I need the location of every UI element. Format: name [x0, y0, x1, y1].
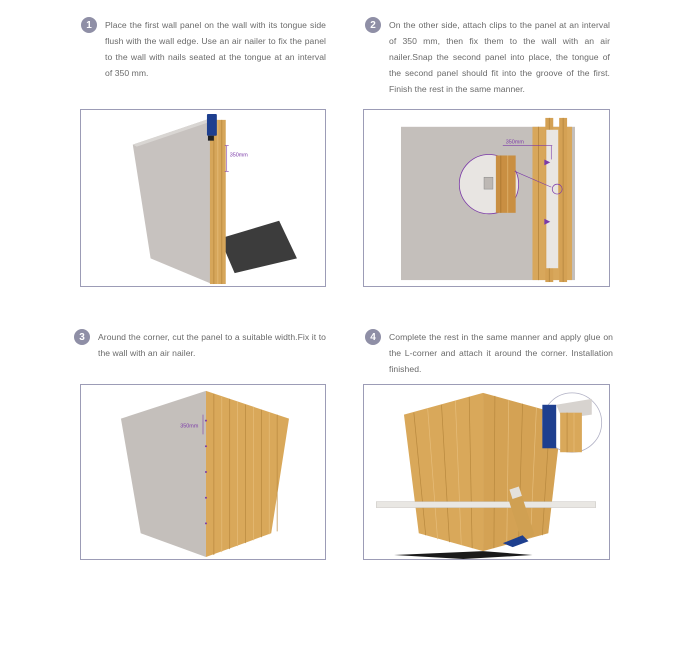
- step-instruction: Around the corner, cut the panel to a suitable width.Fix it to the wall with an air nailer.: [98, 332, 326, 358]
- wall-panel-clips-illustration: [364, 110, 609, 286]
- finished-installation-illustration: [364, 385, 609, 559]
- dimension-label: 350mm: [505, 139, 524, 146]
- step-illustration: [80, 384, 326, 560]
- step-instruction: On the other side, attach clips to the panel at an interval of 350 mm, then fix them to the wall with an air nailer.Snap the second panel into place, the tongue of the second panel should fit into the groove of the first. Finish the rest in the same manner.: [389, 20, 610, 94]
- step-number-badge: 3: [74, 329, 90, 345]
- step-number-badge: 1: [81, 17, 97, 33]
- step-illustration: [363, 109, 610, 287]
- step-illustration: [363, 384, 610, 560]
- step-instruction: Place the first wall panel on the wall with its tongue side flush with the wall edge. Use an air nailer to fix the panel to the wall with nails seated at the tongue at an interval of 350 mm.: [105, 20, 326, 78]
- step-illustration: [80, 109, 326, 287]
- wall-panel-illustration: [81, 110, 325, 286]
- corner-wall-illustration: [81, 385, 325, 559]
- dimension-label: 350mm: [229, 152, 248, 159]
- dimension-label: 350mm: [180, 423, 199, 430]
- step-number-badge: 2: [365, 17, 381, 33]
- step-number-badge: 4: [365, 329, 381, 345]
- step-instruction: Complete the rest in the same manner and apply glue on the L-corner and attach it around the corner. Installation finished.: [389, 332, 613, 374]
